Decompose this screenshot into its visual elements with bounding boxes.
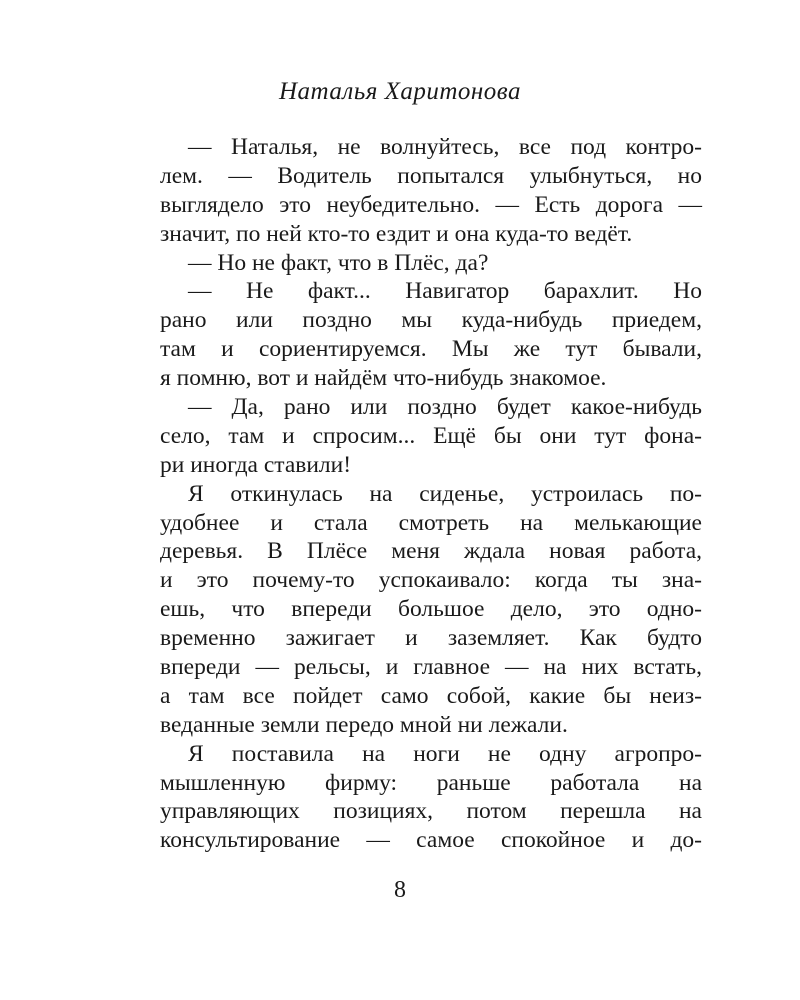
text-line: мышленную фирму: раньше работала на bbox=[160, 769, 702, 796]
text-line: — Не факт... Навигатор барахлит. Но bbox=[188, 278, 702, 305]
text-line: село, там и спросим... Ещё бы они тут фона- bbox=[160, 422, 702, 449]
text-line: и это почему-то успокаивало: когда ты зна- bbox=[160, 567, 702, 594]
text-line: выглядело это неубедительно. — Есть дорога — bbox=[160, 191, 702, 218]
text-line: лем. — Водитель попытался улыбнуться, но bbox=[160, 162, 702, 189]
text-line: — Наталья, не волнуйтесь, все под контро- bbox=[188, 134, 702, 160]
text-line: — Да, рано или поздно будет какое-нибудь bbox=[188, 394, 702, 421]
text-line: ри иногда ставили! bbox=[160, 451, 352, 478]
text-line: Я откинулась на сиденье, устроилась по- bbox=[188, 480, 702, 507]
text-line: Я поставила на ноги не одну агропро- bbox=[188, 740, 702, 767]
text-line: деревья. В Плёсе меня ждала новая работа, bbox=[160, 538, 702, 565]
running-head-title: Наталья Харитонова bbox=[279, 78, 521, 105]
text-line: — Но не факт, что в Плёс, да? bbox=[188, 249, 489, 276]
text-line: я помню, вот и найдём что-нибудь знакомое. bbox=[160, 365, 607, 392]
text-line: значит, по ней кто-то ездит и она куда-то ведёт. bbox=[160, 220, 633, 247]
body-text bbox=[160, 133, 702, 855]
text-line: временно зажигает и заземляет. Как будто bbox=[160, 625, 702, 652]
page-number: 8 bbox=[394, 877, 406, 903]
text-line: рано или поздно мы куда-нибудь приедем, bbox=[160, 307, 702, 334]
text-line: там и сориентируемся. Мы же тут бывали, bbox=[160, 336, 702, 363]
text-line: веданные земли передо мной ни лежали. bbox=[160, 711, 568, 738]
text-line: ешь, что впереди большое дело, это одно- bbox=[160, 596, 702, 623]
text-line: управляющих позициях, потом перешла на bbox=[160, 798, 702, 825]
text-line: консультирование — самое спокойное и до- bbox=[160, 827, 702, 854]
text-line: а там все пойдет само собой, какие бы неиз- bbox=[160, 682, 702, 709]
text-line: впереди — рельсы, и главное — на них встать, bbox=[160, 654, 702, 681]
text-line: удобнее и стала смотреть на мелькающие bbox=[160, 509, 702, 536]
